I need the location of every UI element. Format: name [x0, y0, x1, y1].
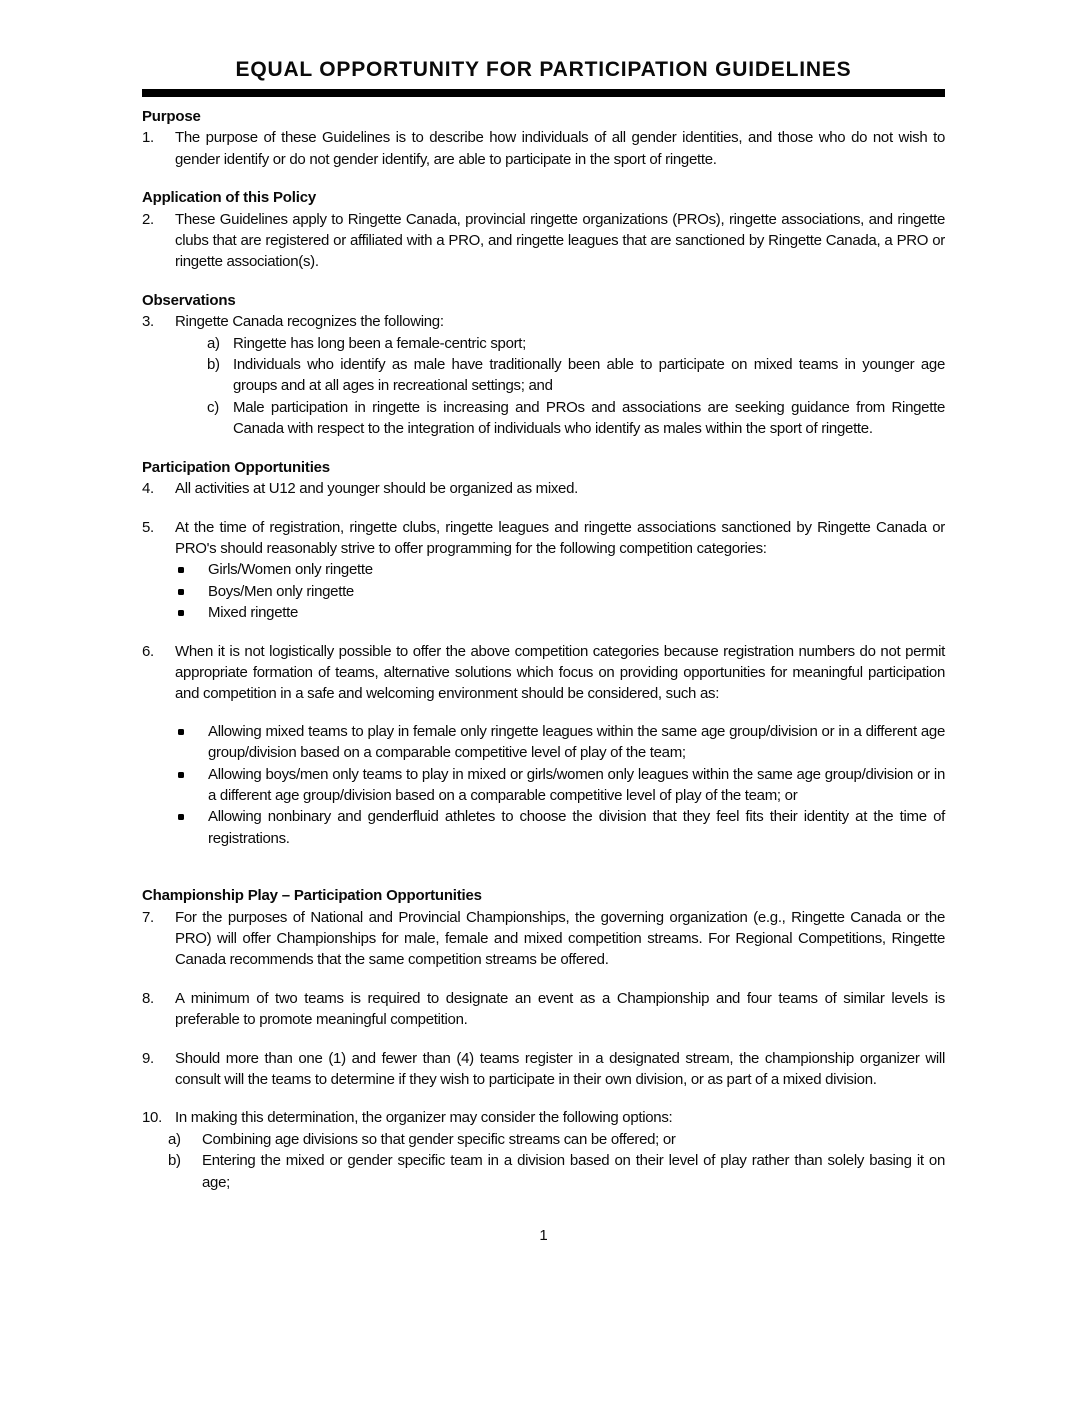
bullet-text: Girls/Women only ringette [208, 561, 373, 579]
list-item-number: 2. [142, 210, 154, 228]
section-heading: Participation Opportunities [142, 458, 330, 476]
list-item-number: 7. [142, 908, 154, 926]
bullet-text: Boys/Men only ringette [208, 582, 354, 600]
list-item-number: 3. [142, 313, 154, 331]
section [142, 290, 945, 440]
list-item [142, 209, 945, 273]
subitem-text: Male participation in ringette is increasing and PROs and associations are seeking guidance from Ringette Canada with respect to the integration of individuals who identify as males within the sport of ringette. [233, 398, 945, 438]
page-number: 1 [539, 1227, 548, 1245]
list-item [142, 907, 945, 971]
bullet-icon [178, 806, 208, 849]
subitem-list [142, 1129, 945, 1193]
subitem-text: Ringette has long been a female-centric sport; [233, 334, 527, 352]
bullet-dot-icon [178, 610, 184, 616]
section [142, 457, 945, 850]
list-item [142, 311, 945, 439]
section [142, 187, 945, 273]
subitem [142, 397, 945, 440]
subitem [142, 354, 945, 397]
list-item-row [142, 478, 945, 499]
section-heading: Application of this Policy [142, 189, 316, 207]
list-item-text: These Guidelines apply to Ringette Canada, provincial ringette organizations (PROs), ringette associations, and ringette clubs that are registered or affiliated with a PRO, and ringette leagues that are sanctioned by Ringette Canada, a PRO or ringette association(s). [175, 210, 945, 271]
bullet-text: Allowing boys/men only teams to play in mixed or girls/women only leagues within the same age group/division or in a different age group/division based on a comparable competitive level of play of the team; or [208, 765, 945, 804]
bullet-item [142, 559, 945, 580]
bullet-list [142, 559, 945, 623]
bullet-text: Mixed ringette [208, 604, 299, 622]
section-heading: Purpose [142, 108, 201, 125]
section-heading: Championship Play – Participation Opportunities [142, 887, 482, 905]
subitem [142, 1150, 945, 1193]
list-item-text: All activities at U12 and younger should be organized as mixed. [175, 480, 579, 498]
bullet-icon [178, 559, 208, 580]
list-item [142, 988, 945, 1031]
bullet-dot-icon [178, 729, 184, 735]
bullet-icon [178, 602, 208, 623]
page-title: EQUAL OPPORTUNITY FOR PARTICIPATION GUIDELINES [235, 58, 852, 81]
bullet-icon [178, 721, 208, 764]
list-item-number: 5. [142, 518, 154, 536]
subitem-label: b) [168, 1152, 181, 1170]
subitem-text: Entering the mixed or gender specific team in a division based on their level of play rather than solely basing it on age; [202, 1152, 945, 1191]
list-item-row [142, 311, 945, 332]
list-item [142, 641, 945, 850]
list-item [142, 127, 945, 170]
bullet-icon [178, 581, 208, 602]
list-item-text: A minimum of two teams is required to designate an event as a Championship and four teams of similar levels is preferable to promote meaningful competition. [175, 989, 945, 1029]
subitem-list [142, 333, 945, 440]
list-item-text: When it is not logistically possible to offer the above competition categories because registration numbers do not permit appropriate formation of teams, alternative solutions which focus on providing opportunities for meaningful participation and competition in a safe and welcoming environment should be considered, such as: [175, 642, 945, 703]
bullet-icon [178, 764, 208, 807]
subitem-text: Combining age divisions so that gender specific streams can be offered; or [202, 1130, 676, 1148]
document-body [142, 106, 945, 1193]
list-item-number: 10. [142, 1109, 162, 1127]
title-rule [142, 89, 945, 97]
subitem-label: b) [207, 356, 220, 374]
bullet-text: Allowing nonbinary and genderfluid athletes to choose the division that they feel fits their identity at the time of registrations. [208, 808, 945, 847]
list-item [142, 478, 945, 499]
list-item-row [142, 127, 945, 170]
bullet-list [142, 721, 945, 849]
bullet-dot-icon [178, 567, 184, 573]
list-item [142, 1107, 945, 1193]
list-item-row [142, 907, 945, 971]
bullet-item [142, 721, 945, 764]
list-item [142, 517, 945, 624]
list-item-text: Ringette Canada recognizes the following: [175, 313, 444, 331]
list-item-row [142, 517, 945, 560]
bullet-dot-icon [178, 589, 184, 595]
list-item-number: 8. [142, 989, 154, 1007]
bullet-item [142, 602, 945, 623]
subitem-text: Individuals who identify as male have traditionally been able to participate on mixed teams in younger age groups and at all ages in recreational settings; and [233, 356, 945, 395]
list-item-number: 1. [142, 129, 154, 147]
list-item-row [142, 1048, 945, 1091]
list-item-text: Should more than one (1) and fewer than (4) teams register in a designated stream, the championship organizer will consult will the teams to determine if they wish to participate in their own division, or as part of a mixed division. [175, 1049, 945, 1089]
section [142, 885, 945, 1193]
list-item-row [142, 1107, 945, 1128]
section-heading: Observations [142, 291, 236, 309]
bullet-text: Allowing mixed teams to play in female only ringette leagues within the same age group/division or in a different age group/division based on a comparable competitive level of play of the team; [208, 722, 945, 762]
subitem-label: c) [207, 398, 219, 416]
bullet-item [142, 764, 945, 807]
list-item-text: The purpose of these Guidelines is to describe how individuals of all gender identities, and those who do not wish to gender identify or do not gender identify, are able to participate in the sport of ringette. [175, 129, 945, 168]
list-item-row [142, 209, 945, 273]
section [142, 106, 945, 170]
list-item [142, 1048, 945, 1091]
document-page [142, 0, 945, 1246]
list-item-text: For the purposes of National and Provincial Championships, the governing organization (e.g., Ringette Canada or the PRO) will offer Championships for male, female and mixed competition streams. For Regional Competitions, Ringette Canada recommends that the same competition streams be offered. [175, 908, 945, 969]
bullet-dot-icon [178, 814, 184, 820]
list-item-number: 6. [142, 642, 154, 660]
subitem [142, 1129, 945, 1150]
list-item-text: In making this determination, the organizer may consider the following options: [175, 1109, 673, 1127]
list-item-text: At the time of registration, ringette clubs, ringette leagues and ringette associations sanctioned by Ringette Canada or PRO's should reasonably strive to offer programming for the following competition categories: [175, 518, 945, 557]
subitem-label: a) [168, 1130, 181, 1148]
subitem [142, 333, 945, 354]
bullet-item [142, 806, 945, 849]
list-item-number: 4. [142, 480, 154, 498]
list-item-row [142, 988, 945, 1031]
subitem-label: a) [207, 334, 220, 352]
list-item-row [142, 641, 945, 705]
list-item-number: 9. [142, 1049, 154, 1067]
bullet-item [142, 581, 945, 602]
bullet-dot-icon [178, 772, 184, 778]
